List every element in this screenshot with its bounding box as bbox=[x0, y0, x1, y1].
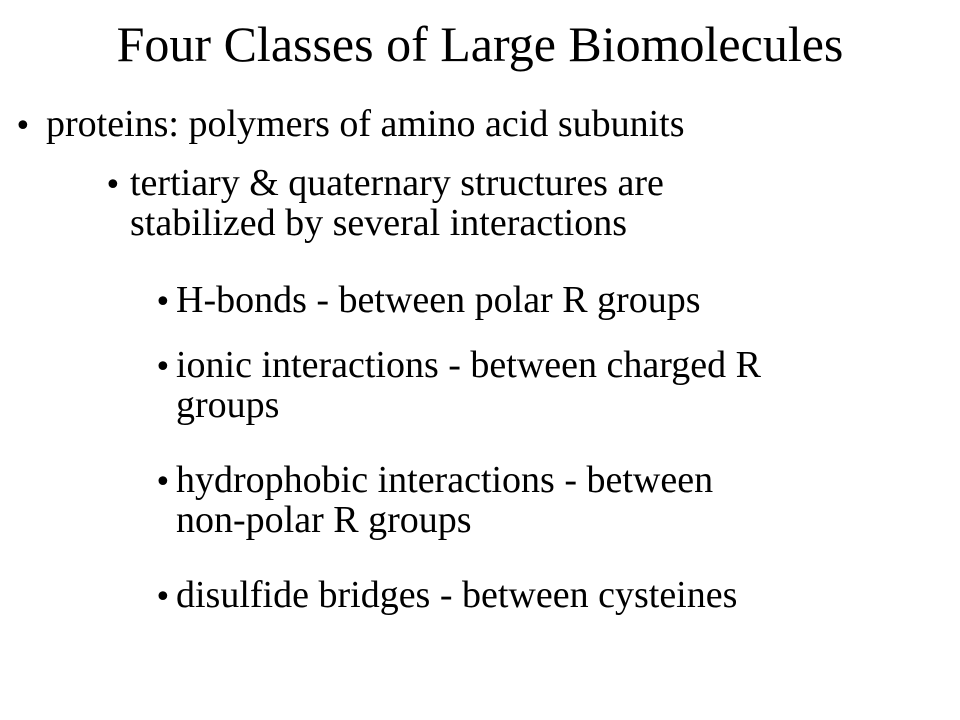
bullet-text bbox=[176, 280, 701, 320]
bullet-line: hydrophobic interactions - between bbox=[176, 459, 714, 501]
bullet-marker bbox=[104, 163, 130, 206]
bullet-text: proteins: polymers of amino acid subunits bbox=[46, 103, 685, 145]
bullet-line: disulfide bridges - between cysteines bbox=[176, 574, 738, 616]
bullet-marker bbox=[14, 104, 46, 147]
bullet-text bbox=[176, 345, 761, 425]
bullet-text bbox=[176, 460, 713, 540]
slide-title: Four Classes of Large Biomolecules bbox=[116, 16, 844, 72]
bullet-item-disulfide-bridges bbox=[154, 575, 944, 618]
bullet-marker bbox=[154, 280, 176, 323]
bullet-line: tertiary & quaternary structures are bbox=[130, 162, 664, 204]
bullet-marker bbox=[154, 460, 176, 503]
bullet-line: H-bonds - between polar R groups bbox=[176, 279, 701, 321]
bullet-line: non-polar R groups bbox=[176, 499, 472, 541]
bullet-item-h-bonds bbox=[154, 280, 944, 323]
bullet-item-ionic-interactions bbox=[154, 345, 944, 425]
bullet-text bbox=[130, 163, 664, 243]
bullet-line: groups bbox=[176, 384, 280, 426]
bullet-item-hydrophobic-interactions bbox=[154, 460, 944, 540]
bullet-text bbox=[176, 575, 737, 615]
bullet-item-tertiary-quaternary bbox=[104, 163, 924, 243]
bullet-line: stabilized by several interactions bbox=[130, 202, 627, 244]
bullet-marker bbox=[154, 345, 176, 388]
bullet-item-proteins bbox=[14, 104, 944, 147]
bullet-line: ionic interactions - between charged R bbox=[176, 344, 761, 386]
bullet-marker bbox=[154, 575, 176, 618]
